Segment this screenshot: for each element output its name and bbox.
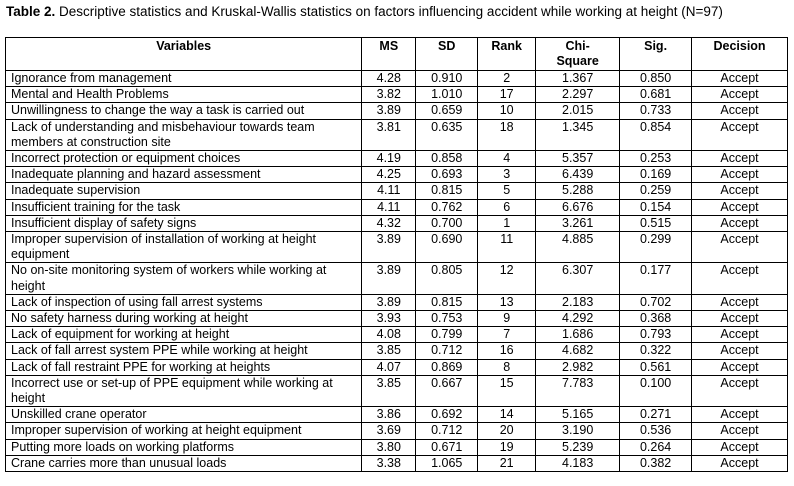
cell-decision: Accept [692,294,788,310]
cell-sd: 1.010 [416,87,478,103]
cell-decision: Accept [692,71,788,87]
cell-chi-square: 6.676 [536,199,620,215]
cell-decision: Accept [692,199,788,215]
cell-sig: 0.850 [620,71,692,87]
cell-sd: 0.671 [416,439,478,455]
cell-variable: Insufficient display of safety signs [6,215,362,231]
table-body [6,71,788,472]
col-header-chi-square: Chi-Square [536,38,620,71]
table-row [6,119,788,150]
cell-rank: 10 [478,103,536,119]
cell-ms: 4.11 [362,199,416,215]
cell-chi-square: 5.357 [536,151,620,167]
table-row [6,87,788,103]
cell-ms: 3.89 [362,263,416,294]
cell-sd: 0.635 [416,119,478,150]
cell-variable: Lack of fall arrest system PPE while working at height [6,343,362,359]
table-row [6,311,788,327]
cell-ms: 4.28 [362,71,416,87]
table-row [6,232,788,263]
cell-variable: Unwillingness to change the way a task is carried out [6,103,362,119]
cell-sd: 0.799 [416,327,478,343]
cell-ms: 4.32 [362,215,416,231]
cell-variable: Lack of understanding and misbehaviour towards team members at construction site [6,119,362,150]
cell-chi-square: 2.183 [536,294,620,310]
cell-chi-square: 3.190 [536,423,620,439]
cell-ms: 3.82 [362,87,416,103]
cell-decision: Accept [692,183,788,199]
cell-variable: Improper supervision of installation of working at height equipment [6,232,362,263]
cell-chi-square: 2.297 [536,87,620,103]
col-header-rank: Rank [478,38,536,71]
table-row [6,359,788,375]
table-label: Table 2. [6,4,56,19]
cell-sig: 0.271 [620,407,692,423]
table-row [6,343,788,359]
cell-ms: 3.85 [362,375,416,406]
cell-ms: 3.69 [362,423,416,439]
table-row [6,151,788,167]
cell-variable: Crane carries more than unusual loads [6,455,362,471]
cell-ms: 4.11 [362,183,416,199]
cell-ms: 3.89 [362,294,416,310]
cell-sig: 0.100 [620,375,692,406]
cell-variable: Unskilled crane operator [6,407,362,423]
cell-chi-square: 4.682 [536,343,620,359]
cell-ms: 4.25 [362,167,416,183]
table-row [6,423,788,439]
table-row [6,215,788,231]
cell-ms: 4.19 [362,151,416,167]
cell-sig: 0.382 [620,455,692,471]
table-row [6,455,788,471]
cell-ms: 3.86 [362,407,416,423]
cell-sd: 0.690 [416,232,478,263]
cell-sd: 1.065 [416,455,478,471]
cell-rank: 20 [478,423,536,439]
cell-variable: Inadequate planning and hazard assessment [6,167,362,183]
cell-sig: 0.515 [620,215,692,231]
cell-sd: 0.753 [416,311,478,327]
cell-sd: 0.667 [416,375,478,406]
cell-chi-square: 7.783 [536,375,620,406]
cell-sd: 0.869 [416,359,478,375]
cell-sig: 0.561 [620,359,692,375]
cell-ms: 3.93 [362,311,416,327]
cell-sd: 0.805 [416,263,478,294]
cell-variable: No safety harness during working at height [6,311,362,327]
cell-rank: 3 [478,167,536,183]
cell-chi-square: 5.165 [536,407,620,423]
cell-variable: No on-site monitoring system of workers while working at height [6,263,362,294]
col-header-sd: SD [416,38,478,71]
cell-chi-square: 4.292 [536,311,620,327]
table-row [6,103,788,119]
cell-sig: 0.177 [620,263,692,294]
cell-ms: 3.85 [362,343,416,359]
cell-rank: 21 [478,455,536,471]
cell-rank: 13 [478,294,536,310]
cell-rank: 8 [478,359,536,375]
cell-decision: Accept [692,263,788,294]
cell-chi-square: 2.015 [536,103,620,119]
cell-sd: 0.712 [416,423,478,439]
cell-variable: Lack of fall restraint PPE for working at heights [6,359,362,375]
cell-decision: Accept [692,103,788,119]
cell-sig: 0.264 [620,439,692,455]
cell-ms: 4.08 [362,327,416,343]
cell-sd: 0.815 [416,294,478,310]
cell-decision: Accept [692,375,788,406]
cell-variable: Incorrect protection or equipment choices [6,151,362,167]
cell-sig: 0.536 [620,423,692,439]
cell-decision: Accept [692,439,788,455]
cell-rank: 16 [478,343,536,359]
cell-decision: Accept [692,343,788,359]
cell-rank: 12 [478,263,536,294]
table-row [6,71,788,87]
cell-variable: Improper supervision of working at height equipment [6,423,362,439]
cell-chi-square: 5.239 [536,439,620,455]
cell-sd: 0.692 [416,407,478,423]
cell-chi-square: 6.307 [536,263,620,294]
cell-chi-square: 4.183 [536,455,620,471]
cell-rank: 19 [478,439,536,455]
cell-rank: 5 [478,183,536,199]
cell-rank: 18 [478,119,536,150]
cell-ms: 3.89 [362,103,416,119]
cell-rank: 14 [478,407,536,423]
cell-variable: Mental and Health Problems [6,87,362,103]
cell-variable: Incorrect use or set-up of PPE equipment while working at height [6,375,362,406]
table-row [6,294,788,310]
cell-sig: 0.854 [620,119,692,150]
cell-rank: 11 [478,232,536,263]
col-header-sig: Sig. [620,38,692,71]
cell-ms: 3.80 [362,439,416,455]
cell-sig: 0.253 [620,151,692,167]
table-title: Descriptive statistics and Kruskal-Wallis statistics on factors influencing accident while working at height (N=97) [55,4,723,19]
cell-sd: 0.700 [416,215,478,231]
cell-variable: Ignorance from management [6,71,362,87]
cell-sig: 0.681 [620,87,692,103]
cell-decision: Accept [692,423,788,439]
cell-decision: Accept [692,87,788,103]
cell-sd: 0.659 [416,103,478,119]
table-row [6,327,788,343]
cell-decision: Accept [692,327,788,343]
cell-chi-square: 4.885 [536,232,620,263]
table-caption [6,4,791,20]
cell-sig: 0.169 [620,167,692,183]
cell-ms: 3.81 [362,119,416,150]
cell-chi-square: 3.261 [536,215,620,231]
cell-sd: 0.815 [416,183,478,199]
cell-rank: 17 [478,87,536,103]
cell-sig: 0.259 [620,183,692,199]
cell-sd: 0.858 [416,151,478,167]
col-header-ms: MS [362,38,416,71]
cell-rank: 9 [478,311,536,327]
cell-variable: Insufficient training for the task [6,199,362,215]
table-row [6,375,788,406]
cell-rank: 1 [478,215,536,231]
cell-sd: 0.910 [416,71,478,87]
table-row [6,183,788,199]
cell-ms: 3.89 [362,232,416,263]
cell-rank: 2 [478,71,536,87]
cell-variable: Putting more loads on working platforms [6,439,362,455]
cell-rank: 4 [478,151,536,167]
cell-decision: Accept [692,215,788,231]
cell-sd: 0.712 [416,343,478,359]
header-row [6,38,788,71]
cell-sig: 0.154 [620,199,692,215]
cell-decision: Accept [692,311,788,327]
table-row [6,439,788,455]
cell-chi-square: 5.288 [536,183,620,199]
cell-sig: 0.793 [620,327,692,343]
cell-decision: Accept [692,119,788,150]
cell-decision: Accept [692,151,788,167]
cell-sd: 0.762 [416,199,478,215]
cell-rank: 6 [478,199,536,215]
cell-decision: Accept [692,167,788,183]
col-header-variables: Variables [6,38,362,71]
cell-decision: Accept [692,407,788,423]
table-row [6,263,788,294]
cell-decision: Accept [692,455,788,471]
cell-rank: 7 [478,327,536,343]
cell-variable: Inadequate supervision [6,183,362,199]
cell-ms: 4.07 [362,359,416,375]
cell-chi-square: 6.439 [536,167,620,183]
table-row [6,407,788,423]
table-row [6,199,788,215]
cell-variable: Lack of inspection of using fall arrest systems [6,294,362,310]
statistics-table [5,37,788,472]
cell-chi-square: 1.367 [536,71,620,87]
cell-sd: 0.693 [416,167,478,183]
cell-chi-square: 1.345 [536,119,620,150]
cell-sig: 0.702 [620,294,692,310]
cell-decision: Accept [692,359,788,375]
cell-sig: 0.322 [620,343,692,359]
cell-variable: Lack of equipment for working at height [6,327,362,343]
cell-ms: 3.38 [362,455,416,471]
cell-decision: Accept [692,232,788,263]
table-row [6,167,788,183]
cell-chi-square: 2.982 [536,359,620,375]
cell-sig: 0.368 [620,311,692,327]
cell-sig: 0.733 [620,103,692,119]
cell-sig: 0.299 [620,232,692,263]
cell-rank: 15 [478,375,536,406]
cell-chi-square: 1.686 [536,327,620,343]
col-header-decision: Decision [692,38,788,71]
